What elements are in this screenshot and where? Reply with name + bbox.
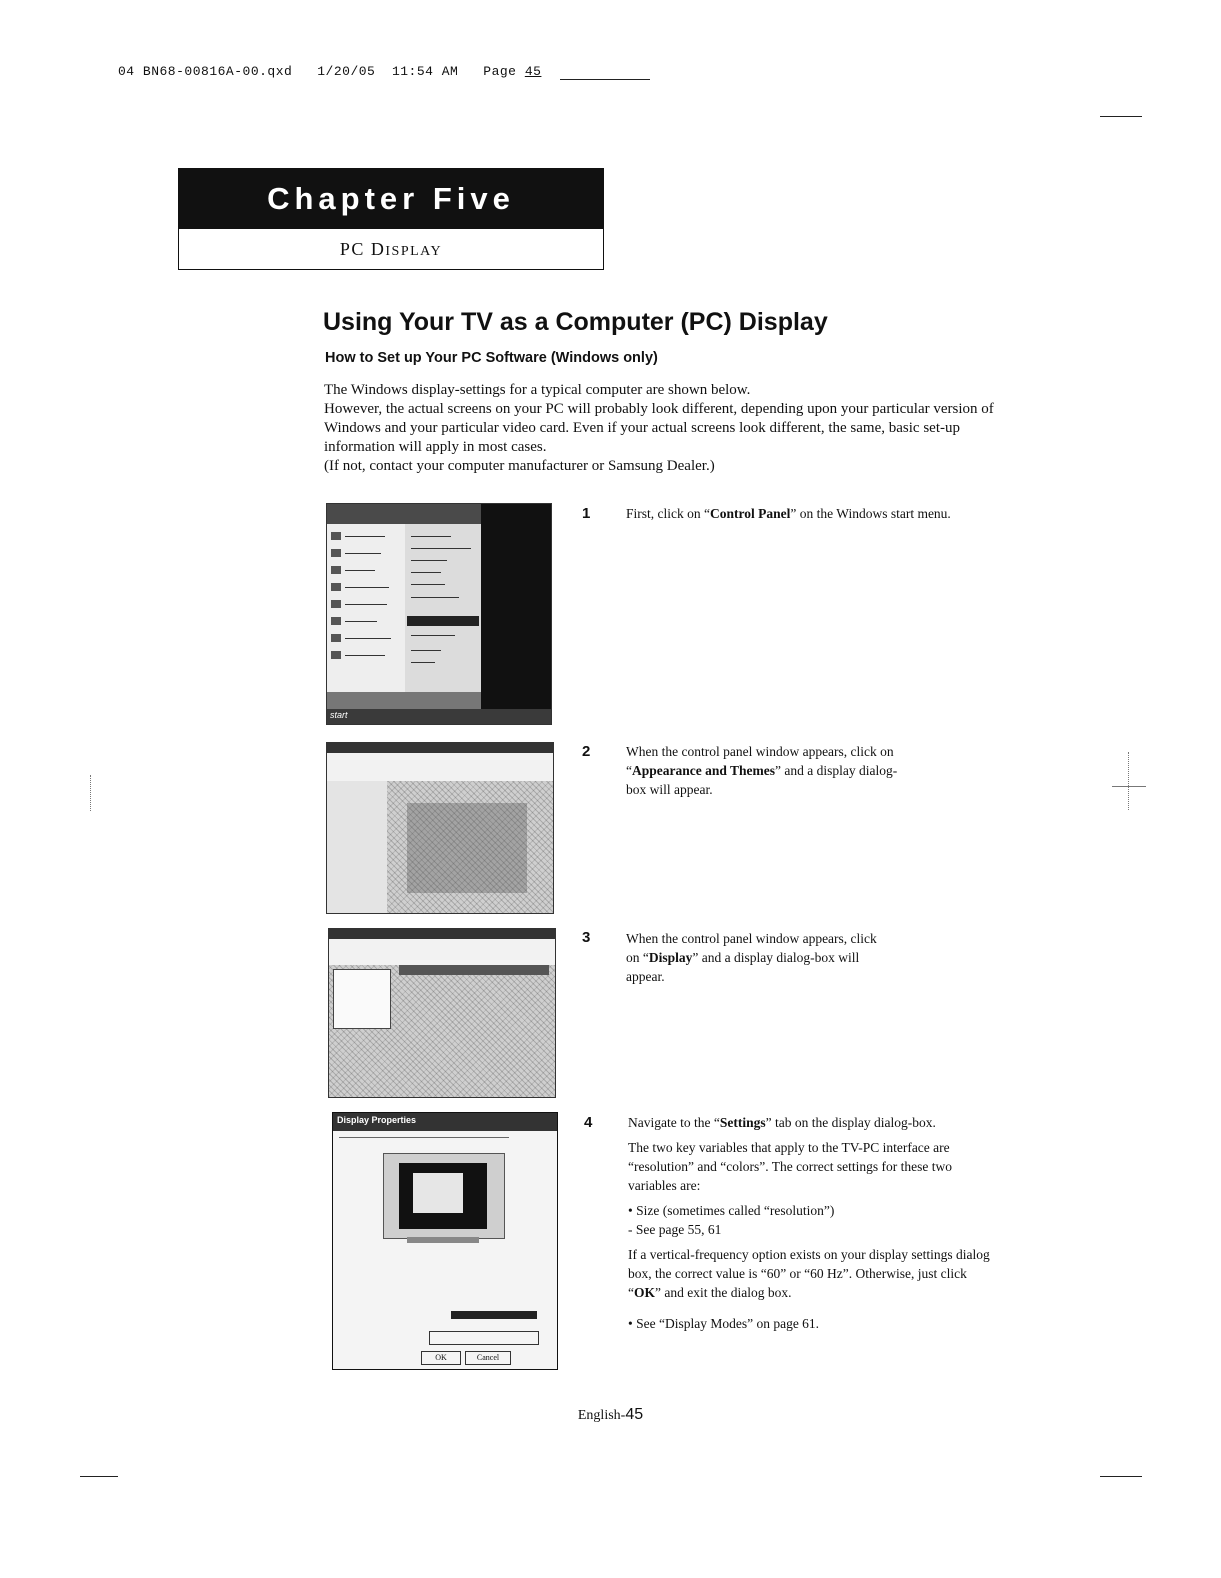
chapter-title: Chapter Five	[179, 169, 603, 229]
section-subtitle: How to Set up Your PC Software (Windows only)	[325, 350, 658, 366]
screenshot-appearance-themes	[328, 928, 556, 1098]
category-area	[407, 803, 527, 893]
menu-entry-icon-8	[331, 651, 341, 659]
step-number: 3	[582, 929, 591, 946]
monitor-stand	[407, 1237, 479, 1243]
intro-line-2: However, the actual screens on your PC will probably look different, depending upon your particular version of Windows and your particular video card. Even if your actual screens look different, the same, basic set-up information will apply in most cases.	[324, 401, 994, 455]
step-number: 2	[582, 743, 591, 760]
chapter-subtitle-rest: ISPLAY	[385, 244, 443, 259]
menu-entry-icon-6	[331, 617, 341, 625]
step-4-display-modes-note: • See “Display Modes” on page 61.	[628, 1316, 820, 1331]
window-titlebar	[327, 743, 553, 753]
desktop-background	[481, 504, 552, 725]
right-pane-line-4	[411, 572, 441, 573]
chapter-subtitle-initial: PC D	[339, 239, 386, 259]
display-link-highlight	[399, 965, 549, 975]
registration-mark-right	[1128, 752, 1130, 810]
crop-mark-bottom-right	[1100, 1476, 1142, 1477]
right-pane-line-3	[411, 560, 447, 561]
right-pane-line-9	[411, 662, 435, 663]
screenshot-control-panel	[326, 742, 554, 914]
intro-line-1: The Windows display-settings for a typical computer are shown below.	[324, 382, 751, 398]
troubleshoot-advanced-buttons	[429, 1331, 539, 1345]
menu-entry-line-7	[345, 638, 391, 639]
right-pane-line-7	[411, 635, 455, 636]
menu-entry-icon-5	[331, 600, 341, 608]
display-term: Display	[648, 950, 693, 965]
section-title: Using Your TV as a Computer (PC) Display	[323, 308, 828, 336]
crop-mark-bottom-left	[80, 1476, 118, 1477]
menu-entry-line-2	[345, 553, 381, 554]
menu-entry-icon-7	[331, 634, 341, 642]
step-4-see-page: - See page 55, 61	[628, 1222, 722, 1237]
step-4-size-bullet: • Size (sometimes called “resolution”)	[628, 1203, 835, 1218]
registration-mark-left	[90, 775, 92, 811]
crop-mark-top-right	[1100, 116, 1142, 117]
menu-entry-icon-1	[331, 532, 341, 540]
step-1-text: First, click on “Control Panel” on the Windows start menu.	[626, 506, 951, 521]
monitor-window	[413, 1173, 463, 1213]
intro-line-3: (If not, contact your computer manufacturer or Samsung Dealer.)	[324, 458, 715, 474]
slug-underline	[560, 79, 650, 80]
footer-page-number: 45	[625, 1406, 644, 1423]
chapter-subtitle	[179, 229, 603, 272]
step-3-text: When the control panel window appears, click on “Display” and a display dialog-box will appear.	[626, 931, 877, 984]
menu-entry-line-8	[345, 655, 385, 656]
slug-page-label: Page	[483, 64, 517, 79]
registration-mark-right-h	[1112, 786, 1146, 787]
task-pane	[327, 781, 387, 914]
window-toolbar	[329, 939, 556, 965]
slug-page-num: 45	[524, 64, 542, 79]
right-pane-line-2	[411, 548, 471, 549]
right-pane-line-8	[411, 650, 441, 651]
task-box	[333, 969, 391, 1029]
settings-term: Settings	[719, 1115, 766, 1130]
taskbar	[327, 709, 552, 725]
start-button-label: start	[330, 710, 348, 720]
menu-entry-line-1	[345, 536, 385, 537]
start-menu-right-pane	[405, 524, 481, 692]
right-pane-line-6	[411, 597, 459, 598]
menu-entry-icon-2	[331, 549, 341, 557]
footer-language: English-	[577, 1408, 626, 1423]
menu-entry-line-6	[345, 621, 377, 622]
control-panel-term: Control Panel	[710, 506, 791, 521]
appearance-themes-term: Appearance and Themes	[632, 763, 776, 778]
slug-file: 04 BN68-00816A-00.qxd	[118, 64, 293, 79]
ok-button: OK	[421, 1351, 461, 1365]
right-pane-line-5	[411, 584, 445, 585]
step-2-text: When the control panel window appears, click on “Appearance and Themes” and a display dialog-box will appear.	[626, 744, 898, 797]
screenshot-start-menu	[326, 503, 552, 725]
page-footer	[0, 1406, 1221, 1424]
menu-entry-line-5	[345, 604, 387, 605]
dialog-tabs	[339, 1137, 509, 1138]
intro-text	[324, 381, 1014, 476]
control-panel-highlight	[407, 616, 479, 626]
step-4-text: Navigate to the “Settings” tab on the display dialog-box. The two key variables that apply to the TV-PC interface are “resolution” and “colors”. The correct settings for these two variables are: • Size (sometimes called “resolution”) - See page 55, 61 If a vertical-frequency option exists on your display settings dialog box, the correct value is “60” or “60 Hz”. Otherwise, just click “OK” and exit the dialog box. • See “Display Modes” on page 61.	[628, 1113, 998, 1339]
cancel-button: Cancel	[465, 1351, 511, 1365]
menu-entry-line-3	[345, 570, 375, 571]
window-titlebar	[329, 929, 555, 939]
screenshot-display-properties	[332, 1112, 558, 1370]
step-number: 1	[582, 505, 591, 522]
slug-date: 1/20/05	[317, 64, 376, 79]
chapter-header	[178, 168, 604, 270]
color-quality-bar	[451, 1311, 537, 1319]
right-pane-line-1	[411, 536, 451, 537]
menu-entry-icon-3	[331, 566, 341, 574]
step-4-variables: The two key variables that apply to the TV-PC interface are “resolution” and “colors”. The correct settings for these two variables are:	[628, 1140, 953, 1193]
slug-time: 11:54 AM	[391, 64, 459, 79]
dialog-title: Display Properties	[337, 1115, 417, 1125]
window-toolbar	[327, 753, 554, 781]
ok-term: OK	[634, 1285, 656, 1300]
step-number: 4	[584, 1114, 593, 1131]
menu-entry-line-4	[345, 587, 389, 588]
print-slug	[118, 64, 541, 79]
menu-entry-icon-4	[331, 583, 341, 591]
